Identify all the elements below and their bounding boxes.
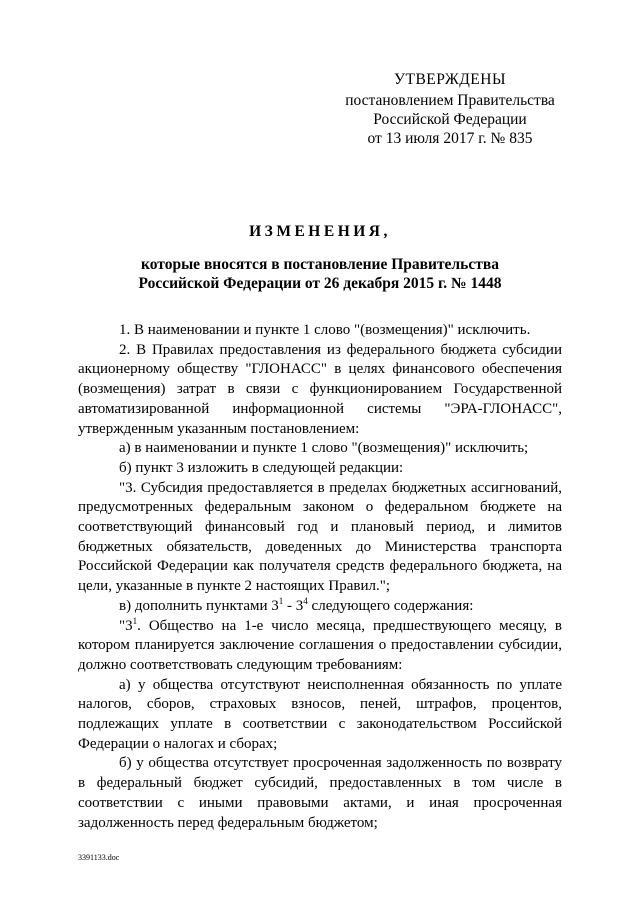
paragraph-1: 1. В наименовании и пункте 1 слово "(возмещения)" исключить.	[119, 322, 531, 338]
paragraph-point-3-1-text-a: "3	[119, 617, 133, 634]
approval-heading: УТВЕРЖДЕНЫ	[394, 71, 506, 88]
approval-line-1: постановлением Правительства	[345, 92, 555, 109]
title-subtitle-line-1: которые вносятся в постановление Правительства	[141, 256, 499, 273]
paragraph-2: 2. В Правилах предоставления из федерального бюджета субсидии акционерному обществу "ГЛОНАСС" в целях финансового обеспечения (возмещения) затрат в связи с функционированием Государственной автоматизированной информационной системы "ЭРА-ГЛОНАСС", утвержденным указанным постановлением:	[78, 341, 562, 437]
paragraph-2b: б) пункт 3 изложить в следующей редакции:	[119, 459, 404, 476]
paragraph-2v-text-c: следующего содержания:	[307, 597, 474, 614]
paragraph-requirement-a: а) у общества отсутствуют неисполненная обязанность по уплате налогов, сборов, страховых взносов, пеней, штрафов, процентов, подлежащих уплате в соответствии с законодательством Российской Федерации о налогах и сборах;	[78, 676, 562, 752]
superscript: 4	[303, 595, 308, 606]
paragraph-2v	[78, 597, 562, 617]
superscript: 1	[132, 615, 138, 626]
superscript: 1	[278, 595, 284, 606]
paragraph-2a: а) в наименовании и пункте 1 слово "(возмещения)" исключить;	[119, 440, 529, 457]
paragraph-point-3-1	[78, 617, 562, 676]
paragraph-point-3: "3. Субсидия предоставляется в пределах бюджетных ассигнований, предусмотренных федеральным законом о федеральном бюджете на соответствующий финансовый год и плановый период, и лимитов бюджетных обязательств, доведенных до Министерства транспорта Российской Федерации как получателя средств федерального бюджета, на цели, указанные в пункте 2 настоящих Правил.";	[78, 479, 562, 595]
title-subtitle-line-2: Российской Федерации от 26 декабря 2015 г. № 1448	[138, 275, 502, 292]
footer-filename: 3391133.doc	[78, 853, 120, 862]
paragraph-2v-text-a: в) дополнить пунктами 3	[119, 597, 279, 614]
paragraph-requirement-b: б) у общества отсутствует просроченная задолженность по возврату в федеральный бюджет субсидий, предоставленных в том числе в соответствии с иными правовыми актами, и иная просроченная задолженность перед федеральным бюджетом;	[78, 755, 562, 831]
document-title	[60, 222, 580, 293]
document-body	[78, 321, 562, 833]
approval-line-2: Российской Федерации	[373, 111, 527, 128]
paragraph-2v-text-b: - 3	[283, 597, 304, 614]
paragraph-point-3-1-text-b: . Общество на 1-е число месяца, предшествующего месяцу, в котором планируется заключение соглашения о предоставлении субсидии, должно соответствовать следующим требованиям:	[78, 617, 562, 673]
approval-line-3: от 13 июля 2017 г. № 835	[367, 130, 533, 147]
title-main: ИЗМЕНЕНИЯ,	[249, 223, 391, 240]
approval-stamp	[330, 70, 570, 148]
